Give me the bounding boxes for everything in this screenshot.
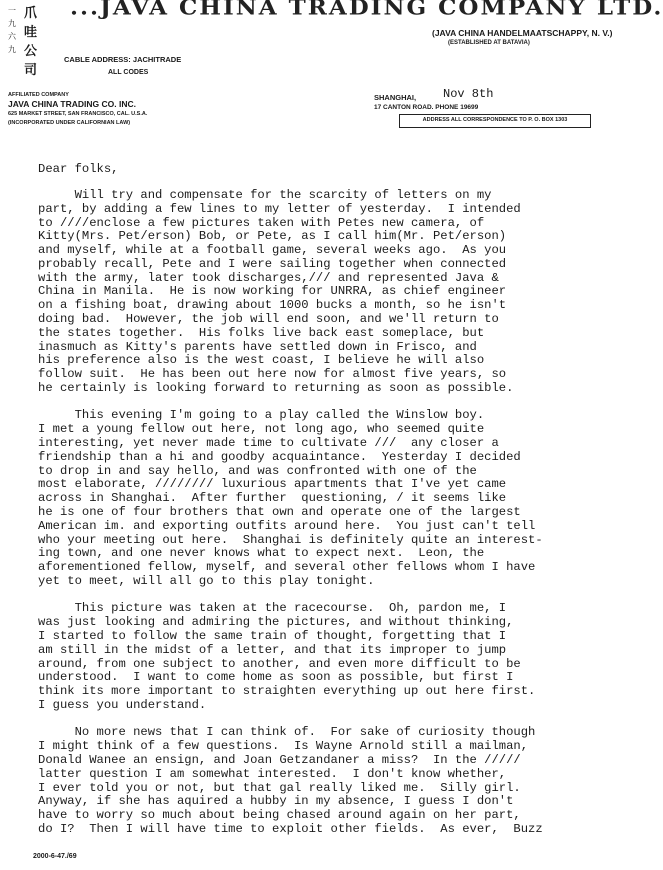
letter-line: interesting, yet never made time to cultivate /// any closer a	[38, 436, 499, 451]
letter-line: friendship than a hi and goodby acquaintance. Yesterday I decided	[38, 449, 521, 464]
letter-line: think its more important to straighten everything up out here first.	[38, 684, 536, 699]
letter-line: Donald Wanee an ensign, and Joan Getzandaner a miss? In the /////	[38, 752, 521, 767]
letter-line: follow suit. He has been out here now for almost five years, so	[38, 367, 507, 382]
salutation: Dear folks,	[38, 162, 119, 176]
city-label: SHANGHAI,	[374, 93, 417, 102]
letter-line: was just looking and admiring the pictures, and without thinking,	[38, 615, 514, 630]
affiliated-label: AFFILIATED COMPANY	[8, 92, 69, 98]
letter-line: around, from one subject to another, and even more difficult to be	[38, 656, 521, 671]
letter-line: inasmuch as Kitty's parents have settled down in Frisco, and	[38, 339, 477, 354]
letter-line: doing bad. However, the job will end soon, and we'll return to	[38, 312, 499, 327]
letter-line: I ever told you or not, but that gal really liked me. Silly girl.	[38, 780, 521, 795]
cable-address: CABLE ADDRESS: JACHITRADE	[64, 55, 182, 64]
letter-line: part, by adding a few lines to my letter of yesterday. I intended	[38, 201, 521, 216]
affiliated-incorporation: (INCORPORATED UNDER CALIFORNIAN LAW)	[8, 120, 131, 126]
letter-line: across in Shanghai. After further questioning, / it seems like	[38, 491, 507, 506]
street-address: 17 CANTON ROAD. PHONE 19699	[374, 104, 479, 111]
letter-date: Nov 8th	[443, 87, 494, 101]
letter-line: on a fishing boat, drawing about 1000 bucks a month, so he isn't	[38, 298, 507, 313]
affiliated-name: JAVA CHINA TRADING CO. INC.	[8, 99, 136, 109]
company-name: ...JAVA CHINA TRADING COMPANY LTD.	[70, 0, 663, 21]
letter-line: the states together. His folks live back east someplace, but	[38, 325, 485, 340]
letter-line: Kitty(Mrs. Pet/erson) Bob, or Pete, as I call him(Mr. Pet/erson)	[38, 229, 507, 244]
chinese-characters	[6, 4, 52, 84]
established-note: (ESTABLISHED AT BATAVIA)	[448, 40, 530, 46]
correspondence-box: ADDRESS ALL CORRESPONDENCE TO P. O. BOX 1303	[399, 114, 591, 128]
company-subname: (JAVA CHINA HANDELMAATSCHAPPY, N. V.)	[432, 28, 613, 38]
letter-line: who your meeting out here. Shanghai is definitely quite an interest-	[38, 532, 543, 547]
letter-line: most elaborate, //////// luxurious apartments that I've yet came	[38, 477, 507, 492]
letter-line: Will try and compensate for the scarcity of letters on my	[38, 188, 492, 202]
letter-line: aforementioned fellow, myself, and several other fellows whom I have	[38, 560, 536, 575]
letter-line: probably recall, Pete and I were sailing together when connected	[38, 256, 507, 271]
affiliated-address: 625 MARKET STREET, SAN FRANCISCO, CAL. U.S.A.	[8, 111, 148, 117]
letter-line: to drop in and say hello, and was confronted with one of the	[38, 463, 477, 478]
letter-line: I started to follow the same train of thought, forgetting that I	[38, 628, 507, 643]
letter-line: he certainly is looking forward to returning as soon as possible.	[38, 380, 514, 395]
letter-line: latter question I am somewhat interested. I don't know whether,	[38, 766, 507, 781]
codes-note: ALL CODES	[108, 69, 149, 76]
letter-line: I met a young fellow out here, not long ago, who seemed quite	[38, 422, 485, 437]
letter-line: his preference also is the west coast, I believe he will also	[38, 353, 485, 368]
letter-line: understood. I want to come home as soon as possible, but first I	[38, 670, 514, 685]
letter-line: to ////enclose a few pictures taken with Petes new camera, of	[38, 215, 485, 230]
letter-line: China in Manila. He is now working for UNRRA, as chief engineer	[38, 284, 507, 299]
letter-line: yet to meet, will all go to this play tonight.	[38, 573, 375, 588]
letter-line: and myself, while at a football game, several weeks ago. As you	[38, 243, 507, 258]
letter-line: he is one of four brothers that own and operate one of the largest	[38, 504, 521, 519]
chinese-small-column: 一九六九	[8, 6, 16, 54]
letter-line: No more news that I can think of. For sake of curiosity though	[38, 725, 536, 740]
letter-line: with the army, later took discharges,/// and represented Java &	[38, 270, 499, 285]
affiliated-company-block	[8, 92, 147, 128]
form-number: 2000-6-47./69	[33, 853, 77, 860]
chinese-large-column: 爪哇公司	[24, 6, 38, 78]
letter-line: ing town, and one never knows what to expect next. Leon, the	[38, 546, 485, 561]
letter-line: I might think of a few questions. Is Wayne Arnold still a mailman,	[38, 739, 529, 754]
letter-line: have to worry so much about being chased around again on her part,	[38, 808, 521, 823]
letter-line: I guess you understand.	[38, 697, 207, 712]
letter-line: do I? Then I will have time to exploit other fields. As ever, Buzz	[38, 821, 543, 836]
letter-line: This evening I'm going to a play called the Winslow boy.	[38, 408, 485, 423]
letter-line: am still in the midst of a letter, and that its improper to jump	[38, 642, 507, 657]
letter-line: This picture was taken at the racecourse. Oh, pardon me, I	[38, 601, 507, 616]
letter-line: American im. and exporting outfits around here. You just can't tell	[38, 518, 536, 533]
letter-line: Anyway, if she has aquired a hubby in my absence, I guess I don't	[38, 794, 514, 809]
